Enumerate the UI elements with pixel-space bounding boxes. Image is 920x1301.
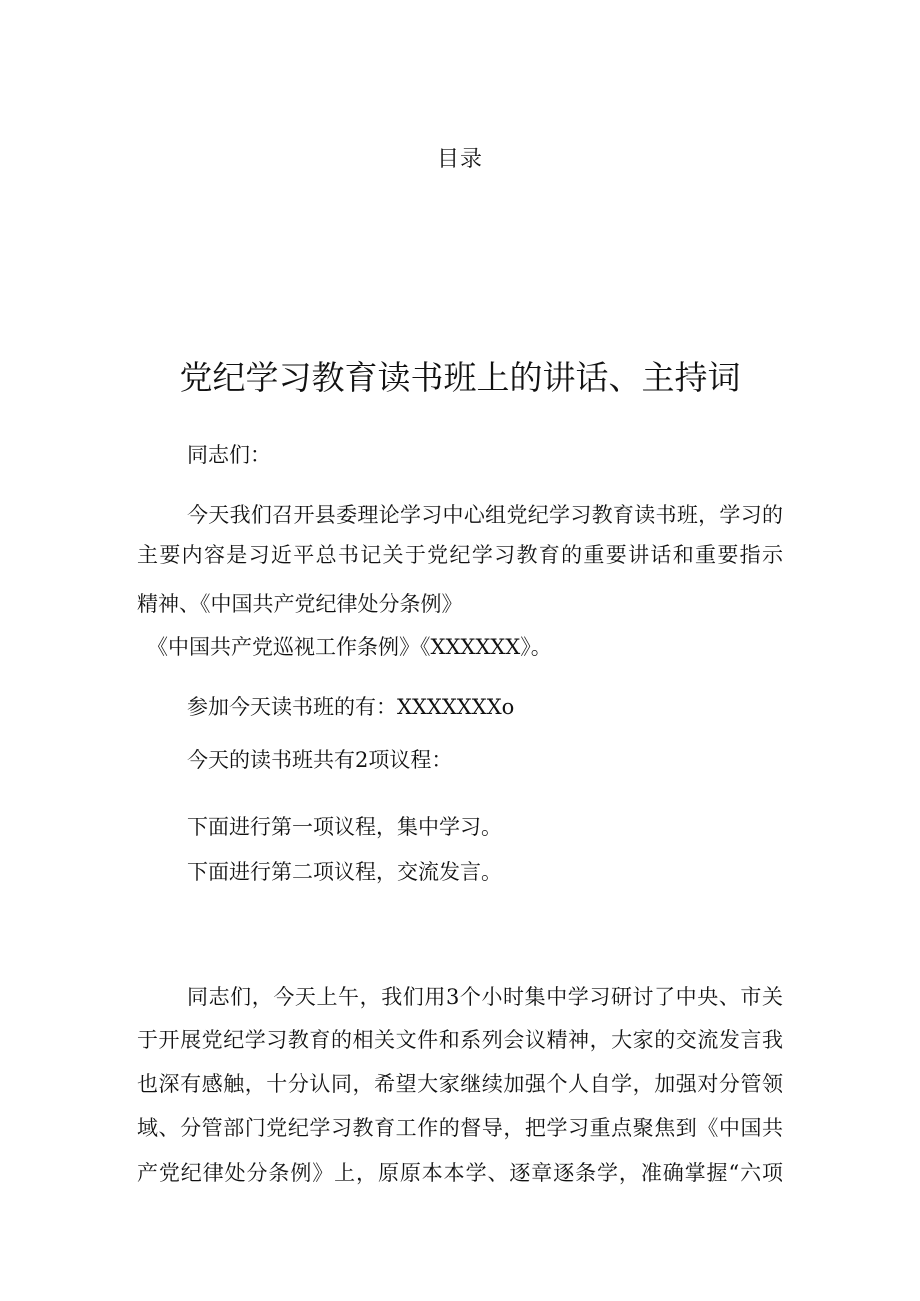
agenda-count-line: 今天的读书班共有2项议程： xyxy=(187,748,453,772)
intro-line-1: 今天我们召开县委理论学习中心组党纪学习教育读书班，学习的 xyxy=(187,503,783,527)
closing-line-5: 产党纪律处分条例》上，原原本本学、逐章逐条学，准确掌握“六项 xyxy=(137,1161,783,1185)
attendees-line: 参加今天读书班的有：XXXXXXXo xyxy=(187,695,515,719)
intro-line-4: 《中国共产党巡视工作条例》《XXXXXX》。 xyxy=(147,635,552,659)
agenda-item-1: 下面进行第一项议程，集中学习。 xyxy=(187,815,502,839)
intro-line-3: 精神、《中国共产党纪律处分条例》 xyxy=(137,592,463,616)
document-title: 党纪学习教育读书班上的讲话、主持词 xyxy=(179,358,741,397)
toc-heading: 目录 xyxy=(436,147,483,172)
closing-line-3: 也深有感触，十分认同，希望大家继续加强个人自学，加强对分管领 xyxy=(137,1072,783,1096)
intro-line-2: 主要内容是习近平总书记关于党纪学习教育的重要讲话和重要指示 xyxy=(137,543,783,567)
agenda-item-2: 下面进行第二项议程，交流发言。 xyxy=(187,860,502,884)
closing-line-4: 域、分管部门党纪学习教育工作的督导，把学习重点聚焦到《中国共 xyxy=(137,1116,783,1140)
greeting: 同志们： xyxy=(187,443,271,467)
closing-line-1: 同志们，今天上午，我们用3个小时集中学习研讨了中央、市关 xyxy=(187,985,783,1009)
closing-line-2: 于开展党纪学习教育的相关文件和系列会议精神，大家的交流发言我 xyxy=(137,1028,783,1052)
